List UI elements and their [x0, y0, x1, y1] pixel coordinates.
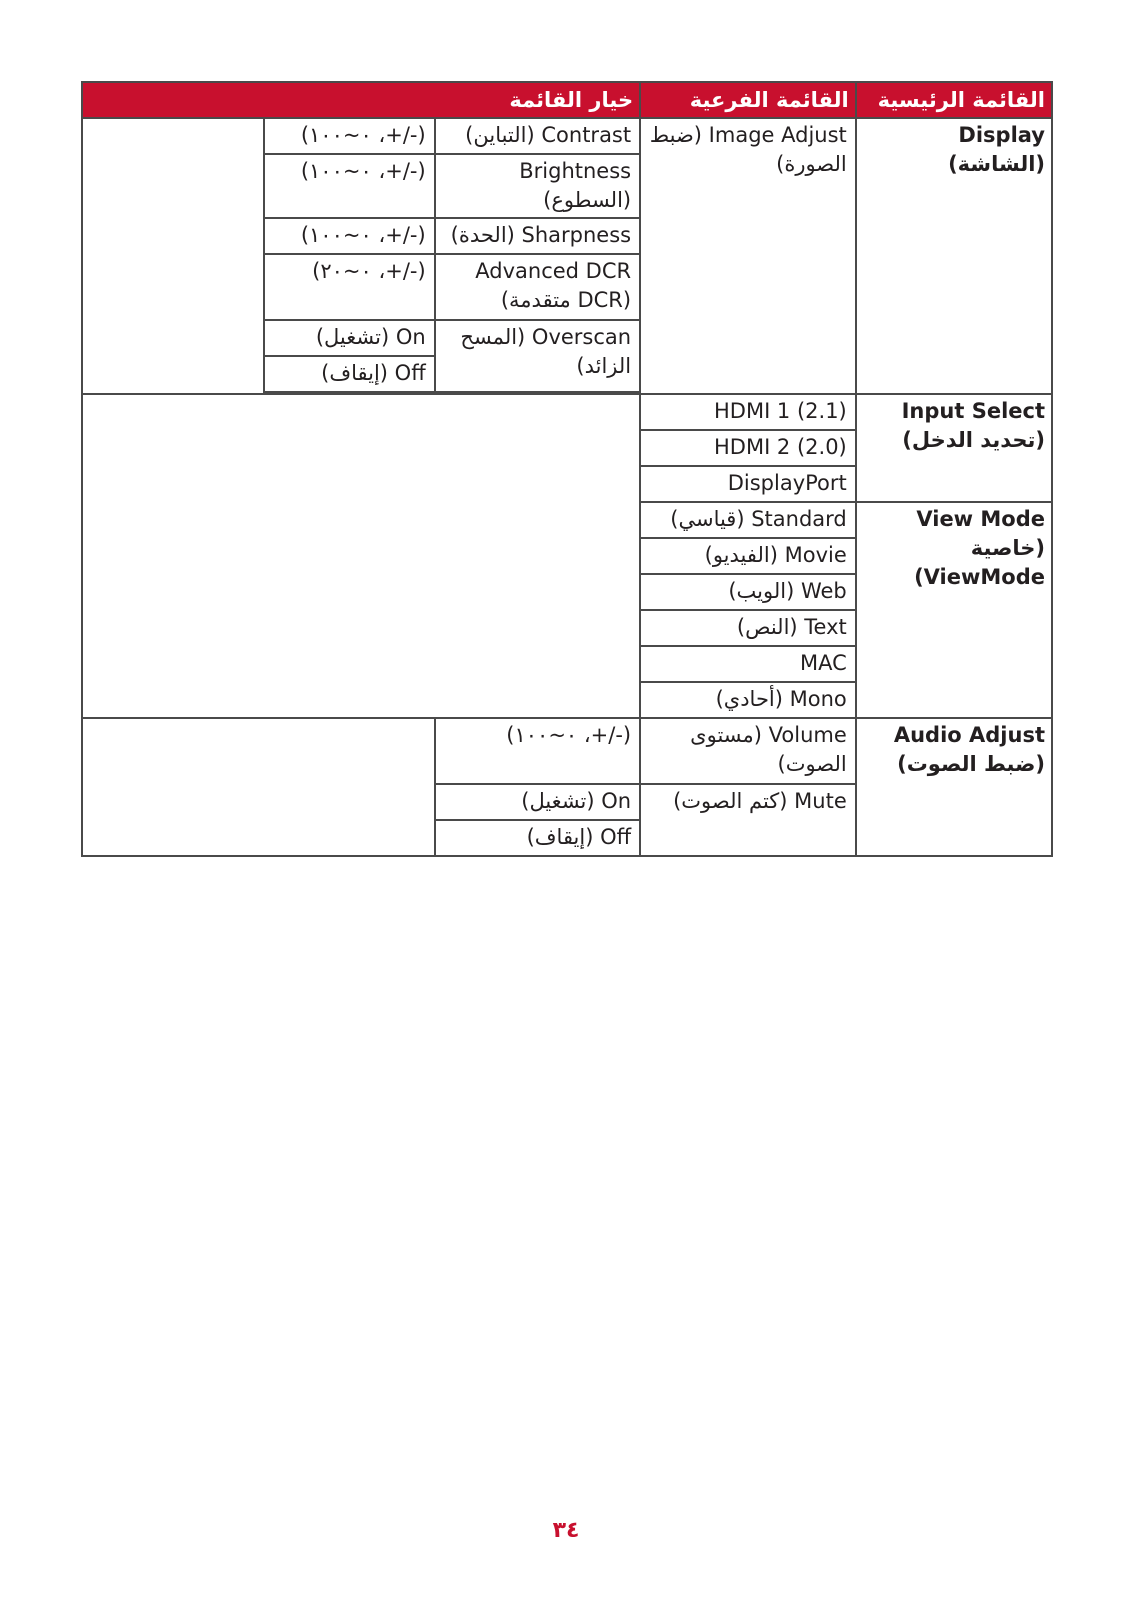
header-main-menu: القائمة الرئيسية [856, 82, 1052, 118]
option-displayport: DisplayPort [640, 466, 856, 502]
value-mute-on: On (تشغيل) [435, 784, 640, 820]
osd-menu-table [81, 81, 1053, 857]
option-standard: Standard (قياسي) [640, 502, 856, 538]
view-mode-line-2: (خاصية [970, 536, 1045, 560]
header-menu-option: خيار القائمة [82, 82, 640, 118]
option-web: Web (الويب) [640, 574, 856, 610]
main-menu-view-mode [856, 502, 1052, 718]
option-movie: Movie (الفيديو) [640, 538, 856, 574]
table-row [82, 394, 1052, 430]
sub-menu-volume: Volume (مستوى الصوت) [640, 718, 856, 784]
empty-cell [82, 118, 264, 394]
option-sharpness: Sharpness (الحدة) [435, 218, 640, 254]
page-number: ٣٤ [552, 1518, 580, 1543]
option-text: Text (النص) [640, 610, 856, 646]
view-mode-line-1: View Mode [916, 507, 1045, 531]
value-volume: (-/+، ٠~١٠٠) [435, 718, 640, 784]
option-contrast: Contrast (التباين) [435, 118, 640, 154]
value-sharpness: (-/+، ٠~١٠٠) [264, 218, 435, 254]
sub-menu-image-adjust: Image Adjust (ضبط الصورة) [640, 118, 856, 394]
option-hdmi-1: HDMI 1 (2.1) [640, 394, 856, 430]
sub-menu-mute: Mute (كتم الصوت) [640, 784, 856, 856]
value-overscan-off: Off (إيقاف) [264, 356, 435, 392]
main-menu-display: Display (الشاشة) [856, 118, 1052, 394]
option-brightness: Brightness (السطوع) [435, 154, 640, 218]
table-row [82, 718, 1052, 784]
value-advanced-dcr: (-/+، ٠~٢٠) [264, 254, 435, 320]
table-row [82, 118, 1052, 154]
empty-cell [82, 394, 640, 718]
option-overscan: Overscan (المسح الزائد) [435, 320, 640, 392]
value-brightness: (-/+، ٠~١٠٠) [264, 154, 435, 218]
header-sub-menu: القائمة الفرعية [640, 82, 856, 118]
value-mute-off: Off (إيقاف) [435, 820, 640, 856]
option-hdmi-2: HDMI 2 (2.0) [640, 430, 856, 466]
main-menu-input-select: Input Select (تحديد الدخل) [856, 394, 1052, 502]
option-mono: Mono (أحادي) [640, 682, 856, 718]
value-contrast: (-/+، ٠~١٠٠) [264, 118, 435, 154]
empty-cell [82, 718, 435, 856]
option-mac: MAC [640, 646, 856, 682]
option-advanced-dcr: Advanced DCR (DCR متقدمة) [435, 254, 640, 320]
view-mode-line-3: ViewMode) [914, 565, 1045, 589]
main-menu-audio-adjust: Audio Adjust (ضبط الصوت) [856, 718, 1052, 856]
value-overscan-on: On (تشغيل) [264, 320, 435, 356]
table-header-row [82, 82, 1052, 118]
